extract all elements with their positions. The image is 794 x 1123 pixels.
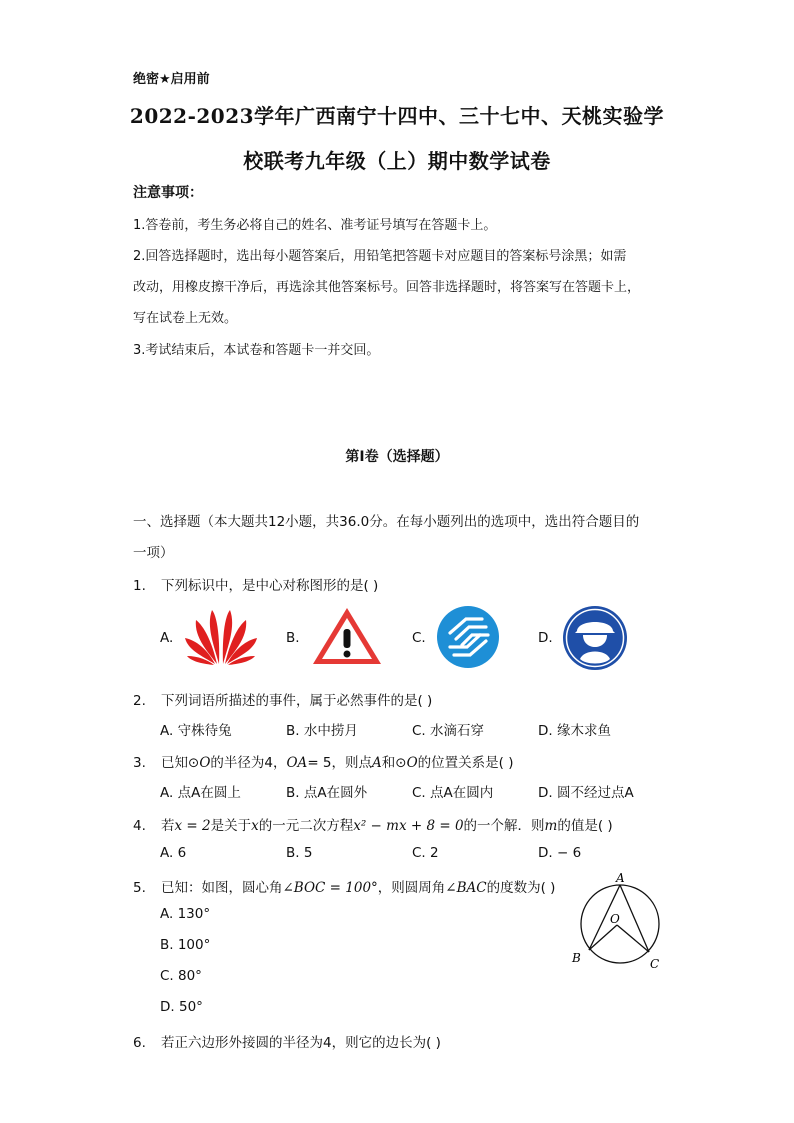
notes-heading: 注意事项： [133,185,203,201]
q5-option-d: D. 50° [160,999,203,1015]
math-expr: x² − mx + 8 = 0 [353,818,464,834]
q1-option-b-label: B. [286,630,300,646]
question-text: 的值是( ) [557,818,613,834]
question-2 [133,689,432,709]
question-5 [133,876,555,896]
question-number: 5. [133,880,146,896]
math-expr: ∠BAC [445,880,487,896]
math-var: OA [286,755,308,771]
question-text: = 5，则点 [307,755,373,771]
circle-figure [566,870,670,976]
q2-option-a: A. 守株待兔 [160,723,232,739]
math-expr: ∠BOC = 100° [282,880,378,896]
china-mobile-logo-icon [436,605,500,669]
question-text: 下列标识中，是中心对称图形的是( ) [161,578,379,594]
helmet-sign-icon [562,605,628,671]
question-text: 的一个解．则 [463,818,545,834]
note-2-line3: 写在试卷上无效。 [133,311,238,326]
question-number: 3. [133,755,146,771]
note-2-line2: 改动，用橡皮擦干净后，再选涂其他答案标号。回答非选择题时，将答案写在答题卡上， [133,280,641,295]
question-1 [133,574,378,594]
question-text: 的一元二次方程 [258,818,354,834]
q1-option-a-label: A. [160,630,174,646]
q2-option-b: B. 水中捞月 [286,723,358,739]
note-3: 3.考试结束后，本试卷和答题卡一并交回。 [133,343,380,358]
q3-option-a: A. 点A在圆上 [160,785,241,801]
q1-option-c-label: C. [412,630,426,646]
label-a: A [616,871,625,885]
q3-option-d: D. 圆不经过点A [538,785,634,801]
question-text: ，则圆周角 [377,880,446,896]
q2-option-c: C. 水滴石穿 [412,723,485,739]
question-text: 若正六边形外接圆的半径为4，则它的边长为( ) [161,1035,441,1051]
part-heading-line2: 一项） [133,545,174,561]
question-text: 若 [161,818,175,834]
math-var: A [372,755,382,771]
part-heading-line1: 一、选择题（本大题共12小题，共36.0分。在每小题列出的选项中，选出符合题目的 [133,514,640,530]
label-c: C [650,957,660,971]
label-o: O [610,912,620,926]
q2-option-d: D. 缘木求鱼 [538,723,611,739]
math-var: x [251,818,259,834]
question-text: 已知⊙ [161,755,200,771]
math-var: m [544,818,558,834]
question-text: 的度数为( ) [486,880,556,896]
q4-option-a: A. 6 [160,845,187,861]
note-2-line1: 2.回答选择题时，选出每小题答案后，用铅笔把答题卡对应题目的答案标号涂黑；如需 [133,249,627,264]
question-text: 下列词语所描述的事件，属于必然事件的是( ) [161,693,433,709]
q4-option-c: C. 2 [412,845,439,861]
secret-label: 绝密★启用前 [133,72,210,87]
note-1: 1.答卷前，考生务必将自己的姓名、准考证号填写在答题卡上。 [133,218,497,233]
label-b: B [572,951,581,965]
q1-option-d-label: D. [538,630,553,646]
question-4 [133,814,613,834]
question-text: 的半径为4， [210,755,287,771]
question-text: 和⊙ [381,755,407,771]
question-number: 2. [133,693,146,709]
question-text: 是关于 [210,818,252,834]
q3-option-c: C. 点A在圆内 [412,785,494,801]
question-3 [133,751,513,771]
math-var: O [199,755,211,771]
q5-option-a: A. 130° [160,906,211,922]
math-expr: x = 2 [174,818,211,834]
q5-option-b: B. 100° [160,937,211,953]
q5-option-c: C. 80° [160,968,202,984]
huawei-logo-icon [184,606,258,666]
section-title: 第Ⅰ卷（选择题） [345,449,449,465]
warning-sign-icon [310,605,384,667]
question-text: 的位置关系是( ) [417,755,514,771]
page-title-line1: 2022-2023学年广西南宁十四中、三十七中、天桃实验学 [129,104,665,128]
page-title-line2: 校联考九年级（上）期中数学试卷 [243,149,551,173]
question-number: 1. [133,578,146,594]
question-number: 6. [133,1035,146,1051]
math-var: O [406,755,418,771]
q4-option-b: B. 5 [286,845,313,861]
question-text: 已知：如图，圆心角 [161,880,283,896]
q3-option-b: B. 点A在圆外 [286,785,368,801]
question-6 [133,1031,441,1051]
q4-option-d: D. − 6 [538,845,582,861]
question-number: 4. [133,818,146,834]
